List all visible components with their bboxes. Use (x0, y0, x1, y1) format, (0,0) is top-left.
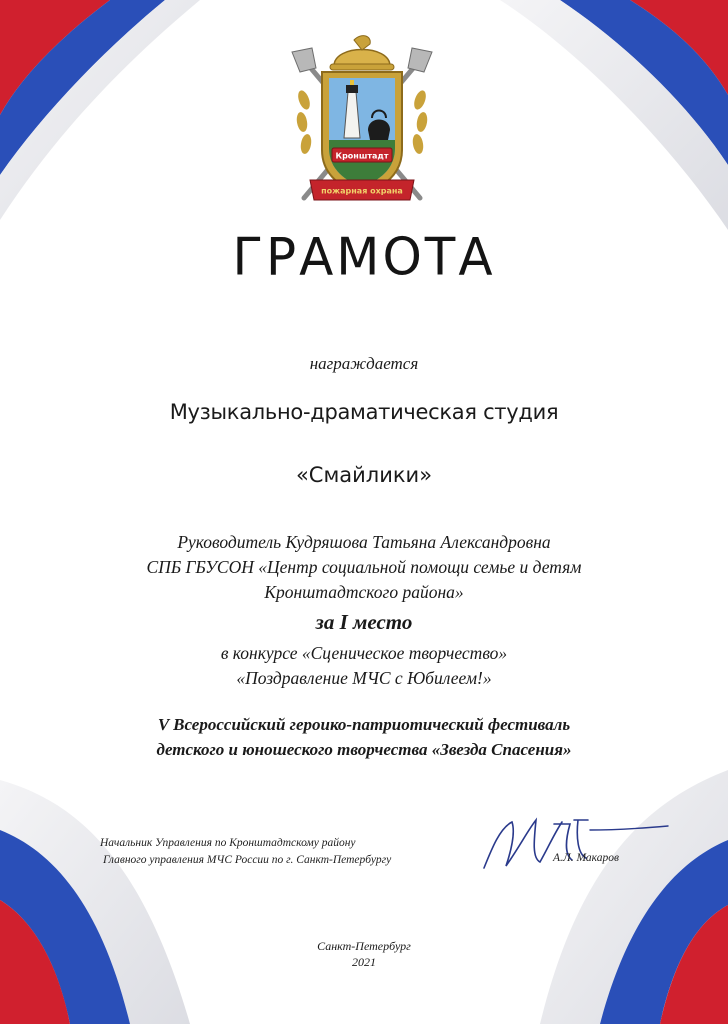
recipient-line-2: «Смайлики» (295, 463, 433, 487)
place-of-issue (0, 938, 728, 970)
fire-service-emblem (282, 30, 442, 210)
leader-line-3: Кронштадтского района» (264, 582, 464, 602)
recipient-line-1: Музыкально-драматическая студия (169, 400, 559, 424)
signer-position-line-2: Главного управления МЧС России по г. Санкт-Петербургу (103, 854, 392, 866)
issue-city: Санкт-Петербург (317, 939, 411, 953)
emblem-banner-text: Кронштадт (335, 151, 389, 161)
signer-position (100, 835, 391, 869)
contest-line-1: в конкурсе «Сценическое творчество» (220, 643, 508, 663)
issue-year: 2021 (352, 955, 376, 969)
contest-block (0, 641, 728, 691)
festival-line-1: V Всероссийский героико-патриотический фестиваль (157, 715, 571, 734)
signer-name: А.Л. Макаров (553, 852, 619, 864)
festival-line-2: детского и юношеского творчества «Звезда Спасения» (156, 740, 572, 759)
contest-line-2: «Поздравление МЧС с Юбилеем!» (236, 668, 492, 688)
certificate-title: ГРАМОТА (232, 226, 496, 288)
handwritten-signature (470, 808, 670, 878)
awarded-label: награждается (309, 354, 419, 373)
helmet-icon (330, 36, 394, 70)
leader-line-2: СПБ ГБУСОН «Центр социальной помощи семье и детям (146, 557, 582, 577)
lighthouse-icon (344, 80, 360, 138)
leader-line-1: Руководитель Кудряшова Татьяна Александровна (177, 532, 551, 552)
festival-block (0, 712, 728, 762)
place-awarded: за I место (315, 610, 413, 634)
emblem-ribbon-text: пожарная охрана (321, 186, 403, 196)
signer-position-line-1: Начальник Управления по Кронштадтскому району (100, 837, 356, 849)
leader-block (0, 530, 728, 605)
